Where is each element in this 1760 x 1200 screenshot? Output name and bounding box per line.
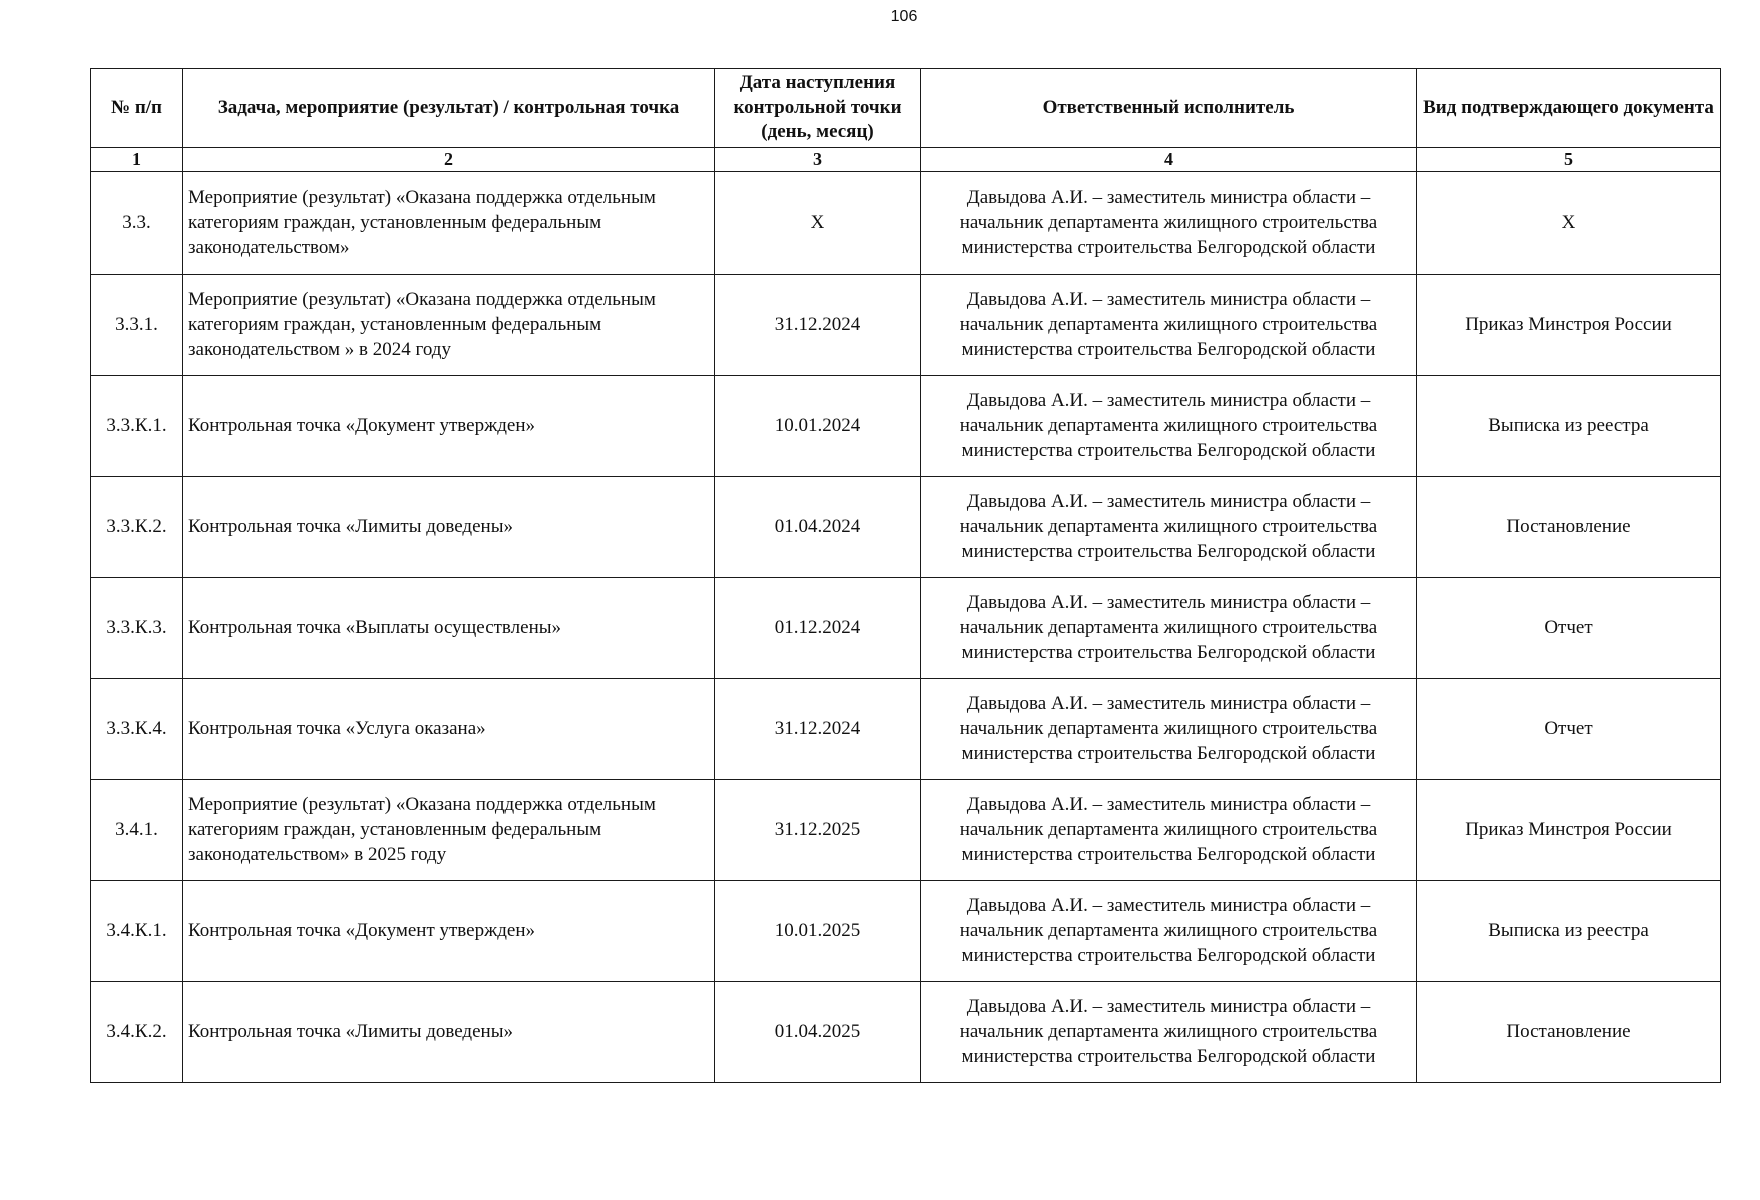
row-document: Отчет <box>1417 578 1721 679</box>
row-executor: Давыдова А.И. – заместитель министра области – начальник департамента жилищного строительства министерства строительства Белгородской области <box>921 679 1417 780</box>
row-task: Контрольная точка «Лимиты доведены» <box>183 477 715 578</box>
row-task: Контрольная точка «Услуга оказана» <box>183 679 715 780</box>
row-number: 3.3.К.4. <box>91 679 183 780</box>
row-date: 31.12.2025 <box>715 780 921 881</box>
row-number: 3.3.К.2. <box>91 477 183 578</box>
row-date: 10.01.2025 <box>715 881 921 982</box>
row-date: X <box>715 172 921 275</box>
row-document: Выписка из реестра <box>1417 376 1721 477</box>
row-executor: Давыдова А.И. – заместитель министра области – начальник департамента жилищного строительства министерства строительства Белгородской области <box>921 578 1417 679</box>
row-executor: Давыдова А.И. – заместитель министра области – начальник департамента жилищного строительства министерства строительства Белгородской области <box>921 780 1417 881</box>
row-document: Приказ Минстроя России <box>1417 780 1721 881</box>
column-number: 2 <box>183 148 715 172</box>
row-date: 31.12.2024 <box>715 679 921 780</box>
row-task: Контрольная точка «Лимиты доведены» <box>183 982 715 1083</box>
row-date: 01.12.2024 <box>715 578 921 679</box>
row-executor: Давыдова А.И. – заместитель министра области – начальник департамента жилищного строительства министерства строительства Белгородской области <box>921 477 1417 578</box>
row-document: Постановление <box>1417 477 1721 578</box>
column-number: 3 <box>715 148 921 172</box>
table-row <box>91 477 1721 578</box>
table-row <box>91 578 1721 679</box>
table-row <box>91 881 1721 982</box>
row-executor: Давыдова А.И. – заместитель министра области – начальник департамента жилищного строительства министерства строительства Белгородской области <box>921 275 1417 376</box>
row-number: 3.4.1. <box>91 780 183 881</box>
row-task: Мероприятие (результат) «Оказана поддержка отдельным категориям граждан, установленным федеральным законодательством» <box>183 172 715 275</box>
table-row <box>91 376 1721 477</box>
header-number: № п/п <box>91 69 183 148</box>
table-row <box>91 780 1721 881</box>
header-document: Вид подтверждающего документа <box>1417 69 1721 148</box>
row-date: 31.12.2024 <box>715 275 921 376</box>
row-number: 3.3. <box>91 172 183 275</box>
row-number: 3.4.К.1. <box>91 881 183 982</box>
row-executor: Давыдова А.И. – заместитель министра области – начальник департамента жилищного строительства министерства строительства Белгородской области <box>921 982 1417 1083</box>
page-number: 106 <box>890 8 918 25</box>
row-executor: Давыдова А.И. – заместитель министра области – начальник департамента жилищного строительства министерства строительства Белгородской области <box>921 376 1417 477</box>
control-points-table <box>90 68 1721 1083</box>
row-task: Контрольная точка «Выплаты осуществлены» <box>183 578 715 679</box>
column-number: 1 <box>91 148 183 172</box>
header-task: Задача, мероприятие (результат) / контрольная точка <box>183 69 715 148</box>
table-row <box>91 679 1721 780</box>
row-date: 01.04.2024 <box>715 477 921 578</box>
row-document: Отчет <box>1417 679 1721 780</box>
header-executor: Ответственный исполнитель <box>921 69 1417 148</box>
header-date: Дата наступления контрольной точки (день, месяц) <box>715 69 921 148</box>
row-number: 3.4.К.2. <box>91 982 183 1083</box>
row-document: Приказ Минстроя России <box>1417 275 1721 376</box>
row-document: Постановление <box>1417 982 1721 1083</box>
column-number: 4 <box>921 148 1417 172</box>
row-task: Мероприятие (результат) «Оказана поддержка отдельным категориям граждан, установленным федеральным законодательством» в 2025 году <box>183 780 715 881</box>
column-numbers-row <box>91 148 1721 172</box>
column-number: 5 <box>1417 148 1721 172</box>
row-document: Выписка из реестра <box>1417 881 1721 982</box>
row-number: 3.3.К.3. <box>91 578 183 679</box>
table-row <box>91 275 1721 376</box>
row-task: Контрольная точка «Документ утвержден» <box>183 376 715 477</box>
table-row <box>91 982 1721 1083</box>
row-document: X <box>1417 172 1721 275</box>
row-date: 10.01.2024 <box>715 376 921 477</box>
table-row <box>91 172 1721 275</box>
row-number: 3.3.1. <box>91 275 183 376</box>
row-task: Мероприятие (результат) «Оказана поддержка отдельным категориям граждан, установленным федеральным законодательством » в 2024 году <box>183 275 715 376</box>
row-date: 01.04.2025 <box>715 982 921 1083</box>
row-task: Контрольная точка «Документ утвержден» <box>183 881 715 982</box>
row-executor: Давыдова А.И. – заместитель министра области – начальник департамента жилищного строительства министерства строительства Белгородской области <box>921 172 1417 275</box>
table-header-row <box>91 69 1721 148</box>
row-executor: Давыдова А.И. – заместитель министра области – начальник департамента жилищного строительства министерства строительства Белгородской области <box>921 881 1417 982</box>
row-number: 3.3.К.1. <box>91 376 183 477</box>
